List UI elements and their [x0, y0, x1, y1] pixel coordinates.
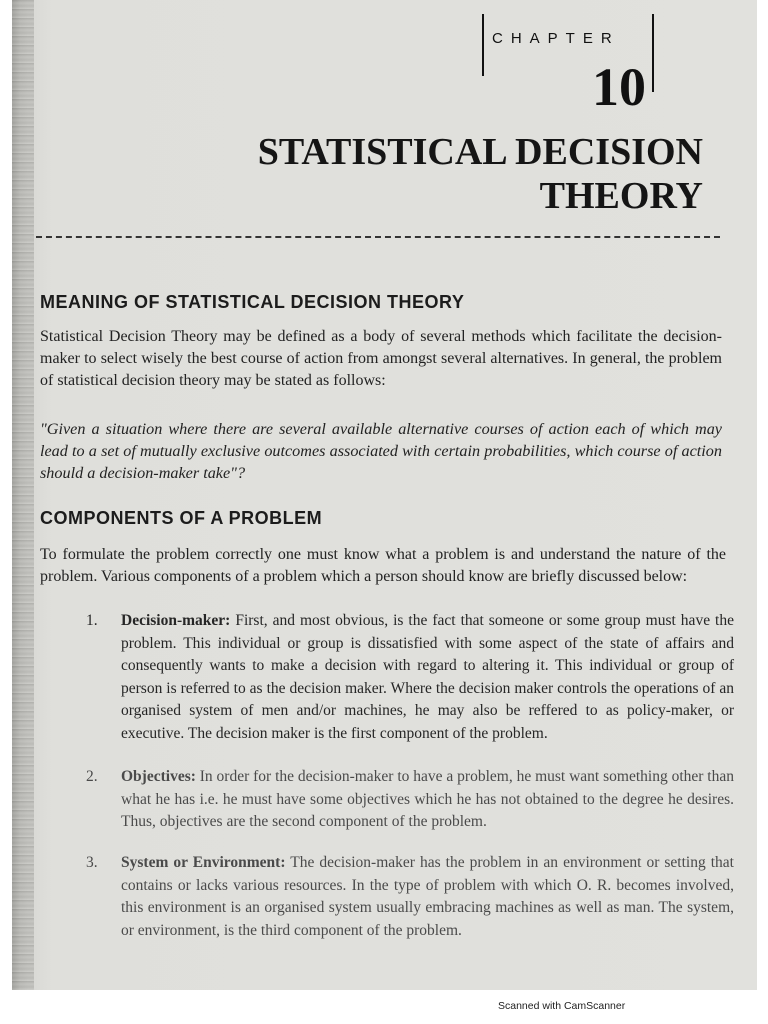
chapter-marker — [482, 14, 654, 117]
section-heading-meaning: MEANING OF STATISTICAL DECISION THEORY — [40, 292, 465, 312]
title-divider — [36, 236, 720, 238]
section-heading-components: COMPONENTS OF A PROBLEM — [40, 508, 323, 528]
chapter-title-line-2: THEORY — [539, 175, 703, 217]
scanner-watermark: Scanned with CamScanner — [498, 1000, 626, 1012]
list-item-term: System or Environment: — [121, 854, 286, 871]
list-item-number: 1. — [86, 612, 98, 629]
list-item-term: Decision-maker: — [121, 612, 231, 629]
chapter-number: 10 — [592, 57, 646, 117]
chapter-rule-right — [652, 14, 654, 92]
chapter-title — [258, 130, 703, 218]
definition-quote: "Given a situation where there are several available alternative courses of action each of which may lead to a set of mutually exclusive outcomes associated with certain probabilities, which course of action should a decision-maker take"? — [40, 420, 722, 482]
list-item-body — [121, 852, 734, 942]
list-item-text: First, and most obvious, is the fact that someone or some group must have the problem. This individual or group is dissatisfied with some aspect of the state of affairs and consequently wants to make a decision with regard to altering it. This individual or group of person is referred to as the decision maker. Where the decision maker controls the operations of an organised system of men and/or machines, he may also be reffered to as policy-maker, or executive. The decision maker is the first component of the problem. — [121, 612, 734, 742]
list-item-text: The decision-maker has the problem in an environment or setting that contains or lacks various resources. In the type of problem with which O. R. becomes involved, this environment is an organised system usually embracing machines as well as man. The system, or environment, is the third component of the problem. — [121, 854, 734, 939]
list-item-number: 2. — [86, 768, 98, 785]
scanned-page — [12, 0, 757, 990]
list-item-text: In order for the decision-maker to have a problem, he must want something other than what he has i.e. he must have some objectives which he has not obtained to the degree he desires. Thus, objectives are the second component of the problem. — [121, 768, 734, 830]
chapter-label: CHAPTER — [492, 30, 620, 47]
chapter-title-line-1: STATISTICAL DECISION — [257, 131, 703, 173]
list-item-number: 3. — [86, 854, 98, 871]
list-item-term: Objectives: — [121, 768, 196, 785]
list-item-body — [121, 766, 734, 834]
chapter-rule-left — [482, 14, 484, 76]
book-spine-shadow — [12, 0, 34, 990]
meaning-paragraph: Statistical Decision Theory may be defined as a body of several methods which facilitate the decision-maker to select wisely the best course of action from amongst several alternatives. In general, the problem of statistical decision theory may be stated as follows: — [40, 328, 722, 389]
list-item-body — [121, 610, 734, 745]
components-intro: To formulate the problem correctly one must know what a problem is and understand the nature of the problem. Various components of a problem which a person should know are briefly discussed below: — [40, 546, 726, 585]
